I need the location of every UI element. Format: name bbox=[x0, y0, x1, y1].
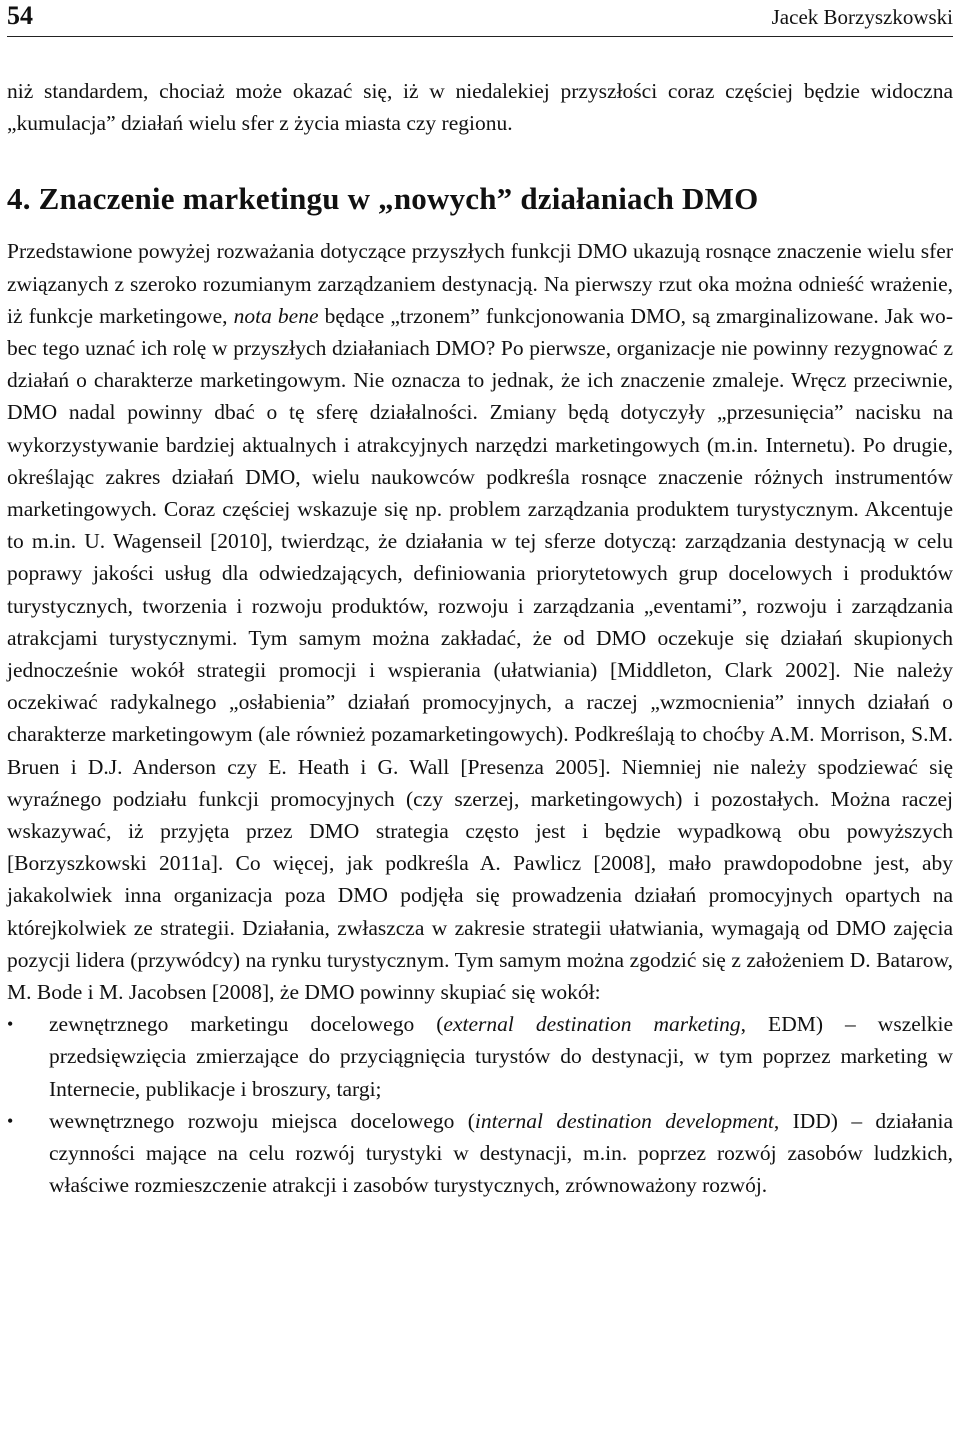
section-heading: 4. Znaczenie marketingu w „nowych” działaniach DMO bbox=[7, 181, 759, 217]
document-page bbox=[7, 0, 953, 1202]
list-item bbox=[7, 1008, 953, 1105]
running-head-author: Jacek Borzyszkowski bbox=[771, 5, 953, 29]
bullet-text-after: , IDD) – działania czynności mające na celu rozwój turystyki w destynacji, m.in. poprzez rozwój zasobów ludzkich, właściwe rozmieszczenie atrakcji i zasobów turystycznych, zrównoważony rozwój. bbox=[49, 1108, 954, 1198]
bullet-text bbox=[49, 1109, 953, 1197]
list-item bbox=[7, 1105, 953, 1202]
paragraph-text-part2: będące „trzonem” funkcjonowania DMO, są zmarginalizowane. Jak wobec tego uznać ich rolę w przyszłych działaniach DMO? Po pierwsze, organizacje nie powinny rezygnować z działań o charakterze marketingowym. Nie oznacza to jednak, że ich znaczenie zmaleje. Wręcz przeciwnie, DMO nadal powinny dbać o tę sferę działalności. Zmiany będą dotyczyły „przesunięcia” nacisku na wykorzystywanie bardziej aktualnych i atrakcyjnych narzędzi marketingowych (m.in. Internetu). Po drugie, określając zakres działań DMO, wielu naukowców podkreśla rosnące znaczenie różnych instrumentów marketingowych. Coraz częściej wskazuje się np. problem zarządzania produktem turystycznym. Akcentuje to m.in. U. Wagenseil [2010], twierdząc, że działania w tej sferze dotyczą: zarządzania destynacją w celu poprawy jakości usług dla odwiedzających, definiowania priorytetowych grup docelowych i produktów turystycznych, tworzenia i rozwoju produktów, rozwoju i zarządzania „eventami”, rozwoju i zarządzania atrakcjami turystycznymi. Tym samym można zakładać, że od DMO oczekuje się działań skupionych jednocześnie wokół strategii promocji i wspierania (ułatwiania) [Middleton, Clark 2002]. Nie należy oczekiwać radykalnego „osłabienia” działań promocyjnych, a raczej „wzmocnienia” innych działań o charakterze marketingowym (ale również pozamarketingowych). Podkreślają to choćby A.M. Morrison, S.M. Bruen i D.J. Anderson czy E. Heath i G. Wall [Presenza 2005]. Niemniej nie należy spodziewać się wyraźnego podziału funkcji promocyjnych (czy szerzej, marketingowych) i pozostałych. Można raczej wskazywać, iż przyjęta przez DMO strategia często jest i będzie wypadkową obu powyższych [Borzyszkowski 2011a]. Co więcej, jak podkreśla A. Pawlicz [2008], mało prawdopodobne jest, aby jakakolwiek inna organizacja poza DMO podjęła się prowadzenia działań promocyjnych opartych na którejkolwiek ze strategii. Działania, zwłaszcza w zakresie strategii ułatwiania, wymagają od DMO zajęcia pozycji lidera (przywódcy) na rynku turystycznym. Tym samym można zgodzić się z założeniem D. Batarow, M. Bode i M. Jacobsen [2008], że DMO powinny skupiać się wokół: bbox=[7, 303, 953, 1005]
page-number: 54 bbox=[7, 1, 33, 30]
bullet-icon: • bbox=[7, 1110, 14, 1131]
bullet-text-italic: external destination marketing bbox=[443, 1012, 741, 1037]
paragraph-italic-nota-bene: nota bene bbox=[233, 303, 319, 328]
bullet-list bbox=[7, 1008, 953, 1201]
section-paragraph bbox=[7, 235, 953, 1008]
bullet-text-after: , EDM) – wszelkie przedsięwzięcia zmierzające do przyciągnięcia turystów do destynacji, w tym poprzez marketing w Internecie, publikacje i broszury, targi; bbox=[49, 1012, 954, 1101]
intro-paragraph: niż standardem, chociaż może okazać się, iż w niedalekiej przyszłości coraz częściej będzie widoczna „kumulacja” działań wielu sfer z życia miasta czy regionu. bbox=[7, 79, 953, 136]
bullet-icon: • bbox=[7, 1014, 14, 1035]
bullet-text-italic: internal destination development bbox=[474, 1108, 774, 1133]
page-header bbox=[7, 0, 953, 37]
bullet-text-before: wewnętrznego rozwoju miejsca docelowego ( bbox=[49, 1108, 475, 1133]
bullet-text bbox=[49, 1012, 953, 1100]
paragraph-text-part1: Przedstawione powyżej rozważania dotyczące przyszłych funkcji DMO ukazują rosnące znaczenie wielu sfer związanych z szeroko rozumianym zarządzaniem destynacją. Na pierwszy rzut oka można odnieść wrażenie, iż funkcje marketingowe, bbox=[7, 239, 953, 328]
bullet-text-before: zewnętrznego marketingu docelowego ( bbox=[49, 1012, 444, 1037]
